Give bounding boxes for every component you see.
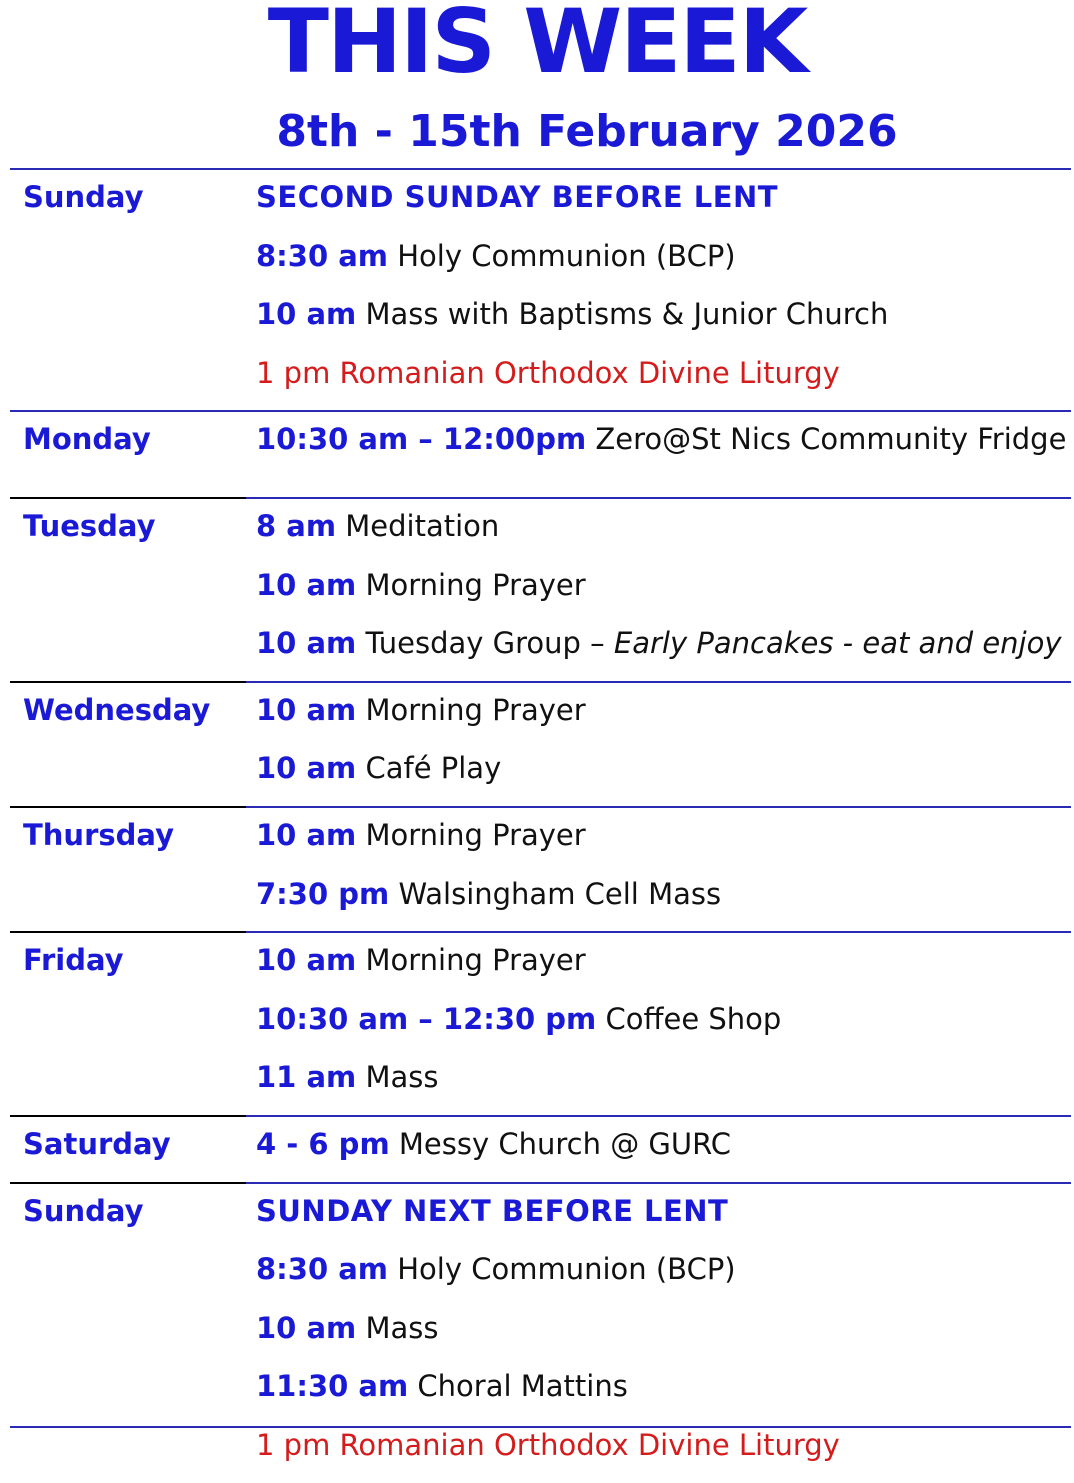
event-time: 11:30 am <box>256 1369 409 1404</box>
event-time: 10 am <box>256 297 357 332</box>
day-block-wednesday <box>0 681 1074 806</box>
day-name: Tuesday <box>23 509 156 543</box>
event-title: Mass <box>365 1060 439 1095</box>
event-list <box>256 1190 840 1483</box>
day-name: Monday <box>23 422 151 457</box>
event-entry <box>256 1307 840 1366</box>
row-divider <box>10 497 246 499</box>
event-title: Choral Mattins <box>417 1369 628 1404</box>
bottom-divider <box>10 1426 1071 1428</box>
event-entry <box>256 689 586 748</box>
event-title: Walsingham Cell Mass <box>398 876 722 911</box>
event-time: 7:30 pm <box>256 876 390 911</box>
day-heading <box>256 176 888 235</box>
row-divider <box>10 1182 246 1184</box>
event-entry <box>256 564 1062 623</box>
event-entry <box>256 418 1066 477</box>
event-entry <box>256 235 888 294</box>
event-time: 10 am <box>256 692 357 727</box>
event-time: 8 am <box>256 509 337 543</box>
event-title: Coffee Shop <box>605 1001 782 1036</box>
event-entry <box>256 505 1062 564</box>
event-title: Mass with Baptisms & Junior Church <box>365 297 889 332</box>
event-title: Romanian Orthodox Divine Liturgy <box>339 1427 840 1462</box>
event-list <box>256 176 888 410</box>
event-time: 1 pm <box>256 1427 331 1462</box>
event-title: Holy Communion (BCP) <box>397 238 736 273</box>
event-entry <box>256 1424 840 1483</box>
event-entry <box>256 1056 781 1115</box>
day-name: Friday <box>23 943 124 978</box>
day-name: Sunday <box>23 1193 144 1228</box>
event-entry <box>256 998 781 1057</box>
event-entry <box>256 1248 840 1307</box>
event-entry <box>256 622 1062 681</box>
event-time: 4 - 6 pm <box>256 1127 390 1161</box>
day-block-sunday <box>0 1182 1074 1483</box>
day-block-sunday <box>0 168 1074 410</box>
event-time: 11 am <box>256 1060 357 1095</box>
row-divider <box>246 1182 1071 1184</box>
row-divider <box>246 806 1071 808</box>
row-divider <box>10 168 1071 170</box>
event-entry <box>256 293 888 352</box>
event-list <box>256 689 586 806</box>
event-entry <box>256 1365 840 1424</box>
event-title: Meditation <box>345 509 500 543</box>
event-list <box>256 418 1066 477</box>
event-entry <box>256 747 586 806</box>
event-time: 10 am <box>256 943 357 978</box>
event-list <box>256 505 1062 681</box>
event-time: 10 am <box>256 626 357 661</box>
event-time: 1 pm <box>256 355 331 390</box>
event-title: Romanian Orthodox Divine Liturgy <box>339 355 840 390</box>
day-name: Thursday <box>23 818 174 852</box>
event-list <box>256 814 721 931</box>
page-title: THIS WEEK <box>267 0 807 93</box>
row-divider <box>10 806 246 808</box>
day-name: Saturday <box>23 1127 171 1161</box>
row-divider <box>246 1115 1071 1117</box>
day-block-friday <box>0 931 1074 1115</box>
event-time: 10:30 am – 12:30 pm <box>256 1001 597 1036</box>
event-title: Café Play <box>365 751 502 786</box>
event-list <box>256 1123 731 1182</box>
row-divider <box>10 681 246 683</box>
event-time: 10 am <box>256 818 357 852</box>
day-block-monday <box>0 410 1074 497</box>
row-divider <box>10 410 1071 412</box>
event-title: Messy Church @ GURC <box>398 1127 732 1161</box>
day-name: Wednesday <box>23 692 211 727</box>
event-entry <box>256 873 721 932</box>
event-time: 10 am <box>256 1310 357 1345</box>
liturgical-title: SECOND SUNDAY BEFORE LENT <box>256 180 779 214</box>
event-entry <box>256 352 888 411</box>
row-divider <box>246 681 1071 683</box>
row-divider <box>246 931 1071 933</box>
event-time: 10 am <box>256 751 357 786</box>
liturgical-title: SUNDAY NEXT BEFORE LENT <box>256 1193 729 1228</box>
event-entry <box>256 814 721 873</box>
event-time: 10:30 am – 12:00pm <box>256 422 587 457</box>
event-title: Zero@St Nics Community Fridge <box>595 422 1067 457</box>
event-title: Morning Prayer <box>365 818 586 852</box>
event-title: Tuesday Group – <box>365 626 605 661</box>
event-note: Early Pancakes - eat and enjoy <box>613 626 1062 661</box>
event-title: Morning Prayer <box>365 692 586 727</box>
event-list <box>256 939 781 1115</box>
event-time: 8:30 am <box>256 1252 389 1287</box>
row-divider <box>246 497 1071 499</box>
event-entry <box>256 939 781 998</box>
date-range: 8th - 15th February 2026 <box>276 106 898 157</box>
day-name: Sunday <box>23 180 144 214</box>
event-title: Mass <box>365 1310 439 1345</box>
event-title: Morning Prayer <box>365 567 586 602</box>
row-divider <box>10 931 246 933</box>
event-title: Holy Communion (BCP) <box>397 1252 736 1287</box>
event-time: 8:30 am <box>256 238 389 273</box>
day-heading <box>256 1190 840 1249</box>
day-block-saturday <box>0 1115 1074 1182</box>
event-entry <box>256 1123 731 1182</box>
event-title: Morning Prayer <box>365 943 586 978</box>
row-divider <box>10 1115 246 1117</box>
day-block-tuesday <box>0 497 1074 681</box>
day-block-thursday <box>0 806 1074 931</box>
event-time: 10 am <box>256 567 357 602</box>
